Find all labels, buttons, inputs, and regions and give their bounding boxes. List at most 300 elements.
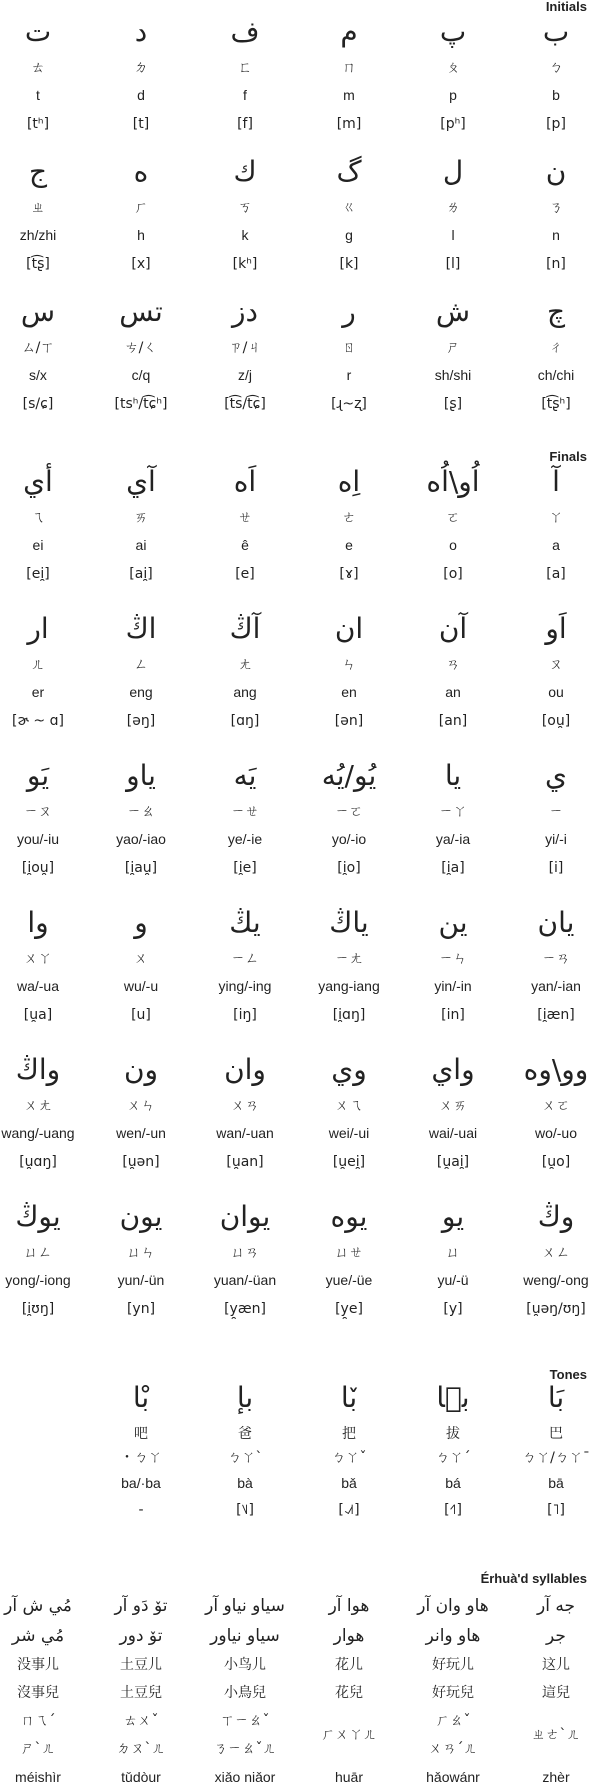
arabic-letter: اڭ [125,612,157,645]
ipa: [in] [441,1007,465,1023]
finals-cell [299,1050,399,1174]
erhua-traditional: 土豆兒 [120,1685,162,1701]
tone-mark: [˧˥] [444,1502,462,1518]
finals-cell [195,609,295,733]
erhua-arabic: تۆ دور [119,1626,163,1646]
arabic-letter: گ [336,155,362,188]
tone-cell [195,1378,295,1522]
ipa: [tsʰ/t͡ɕʰ] [114,396,168,412]
romanization: k [241,227,249,243]
arabic-letter: بٙا [436,1381,470,1414]
ipa: [y̯e] [335,1301,363,1317]
bopomofo: ㄅㄚ/ㄅㄚˉ [522,1450,590,1466]
ipa: [əŋ] [126,713,156,729]
ipa: [m] [336,116,362,132]
bopomofo: ㄨㄢ [231,1098,259,1114]
romanization: g [345,227,353,243]
arabic-letter: بْا [132,1381,150,1414]
finals-cell [506,609,601,733]
arabic-letter: ه [133,155,149,188]
bopomofo: ㄝ [238,510,252,526]
bopomofo: ㄧㄤ [335,951,363,967]
bopomofo: ㄧㄣ [439,951,467,967]
tone-cell [299,1378,399,1522]
bopomofo: ㄜ [342,510,356,526]
tone-mark: [˨˩˦] [338,1502,360,1518]
initials-cell [195,292,295,416]
bopomofo: ㄦ [31,657,45,673]
bopomofo: ㄊ [31,60,45,76]
bopomofo: ㄟ [31,510,45,526]
arabic-letter: و [134,906,148,939]
initials-cell [0,292,88,416]
romanization: you/-iu [16,831,60,847]
romanization: bā [548,1475,564,1491]
finals-cell [506,903,601,1027]
ipa: [tʰ] [26,116,50,132]
romanization: ang [233,684,257,700]
bopomofo: ㄩ [446,1245,460,1261]
initials-cell [91,292,191,416]
erhua-pinyin: xiǎo niǎor [214,1769,276,1785]
arabic-letter: واي [431,1053,475,1086]
ipa: [i̯o] [337,860,361,876]
ipa: [u̯ən] [122,1154,160,1170]
arabic-letter: واڭ [15,1053,61,1086]
ipa: [t] [132,116,150,132]
arabic-letter: ن [545,155,567,188]
tone-mark: - [138,1502,144,1518]
initials-grid [0,12,601,472]
finals-cell [0,609,88,733]
ipa: [y̯æn] [224,1301,266,1317]
romanization: yuan/-üan [213,1272,277,1288]
erhua-grid [0,1591,601,1791]
arabic-letter: دز [232,295,258,328]
finals-cell [506,462,601,586]
initials-cell [91,152,191,276]
ipa: [s/ɕ] [22,396,54,412]
erhua-simplified-row [0,1651,601,1679]
romanization: bà [237,1475,253,1491]
bopomofo: ㄎ [238,200,252,216]
ipa: [u̯ei̯] [332,1154,366,1170]
bopomofo: ㄨㄣ [127,1098,155,1114]
arabic-letter: س [20,295,56,328]
erhua-arabic: هاو وان آر [417,1596,489,1616]
finals-cell [403,1197,503,1321]
erhua-arabic: سياو نياو آر [205,1596,285,1616]
finals-row [0,1197,601,1344]
romanization: b [552,87,560,103]
arabic-letter: يڭ [229,906,261,939]
finals-cell [91,1050,191,1174]
erhua-arabic-row [0,1621,601,1651]
erhua-arabic: جه آر [537,1596,575,1616]
arabic-letter: ر [342,295,356,328]
initials-cell [299,12,399,136]
arabic-letter: ي [545,759,567,792]
romanization: er [31,684,45,700]
arabic-letter: ار [27,612,49,645]
arabic-letter: م [340,15,358,48]
bopomofo: ㄩㄝ [335,1245,363,1261]
ipa: [ɤ] [339,566,359,582]
ipa: [ɻ~ʐ] [331,396,367,412]
bopomofo: ㄨㄟ [335,1098,363,1114]
ipa: [t͡ʂ] [26,256,50,272]
romanization: d [137,87,145,103]
ipa: [i̯æn] [537,1007,575,1023]
bopomofo: ㄧㄚ [439,804,467,820]
arabic-letter: بإ [236,1381,254,1414]
romanization: en [341,684,357,700]
ipa: [i] [548,860,564,876]
tone-mark: [˥˩] [236,1502,254,1518]
erhua-traditional-row [0,1679,601,1707]
ipa: [ou̯] [541,713,571,729]
arabic-letter: وو\وه [523,1053,589,1086]
bopomofo: ㄗ/ㄐ [228,340,262,356]
bopomofo: ㄅㄚˋ [227,1450,263,1466]
erhua-simplified: 花儿 [335,1657,363,1673]
ipa: [f] [237,116,253,132]
arabic-letter: يو [441,1200,465,1233]
finals-cell [0,903,88,1027]
hanzi: 把 [342,1426,356,1442]
romanization: wai/-uai [428,1125,478,1141]
bopomofo: ㄕ [446,340,460,356]
finals-row [0,462,601,609]
bopomofo: ㄧㄠ [127,804,155,820]
bopomofo: ㄩㄢ [231,1245,259,1261]
finals-cell [91,609,191,733]
erhua-simplified: 没事儿 [17,1657,59,1673]
finals-cell [0,1197,88,1321]
bopomofo: ㄨㄤ [24,1098,52,1114]
romanization: ou [548,684,564,700]
erhua-bopomofo: ㄉㄡˋㄦ [116,1741,166,1757]
finals-cell [0,756,88,880]
finals-title: Finals [549,449,587,464]
ipa: [u̯ɑŋ] [19,1154,57,1170]
romanization: ying/-ing [218,978,272,994]
arabic-letter: ل [442,155,464,188]
arabic-letter: وڭ [537,1200,575,1233]
finals-row [0,903,601,1050]
hanzi: 巴 [549,1426,563,1442]
finals-cell [403,903,503,1027]
ipa: [ɚ ~ ɑ] [12,713,64,729]
erhua-arabic: مُي ش آر [4,1596,72,1616]
ipa: [ʂ] [443,396,463,412]
arabic-letter: چ [546,295,566,328]
bopomofo: ㄨㄞ [439,1098,467,1114]
bopomofo: ㄘ/ㄑ [124,340,158,356]
erhua-bopomofo: ㄋㄧㄠˇㄦ [213,1741,277,1757]
finals-row [0,1050,601,1197]
ipa: [u] [131,1007,151,1023]
ipa: [a] [546,566,566,582]
finals-cell [506,1050,601,1174]
arabic-letter: ك [233,155,257,188]
arabic-letter: يَو [26,759,50,792]
bopomofo: ㄤ [238,657,252,673]
romanization: l [451,227,455,243]
ipa: [ɑŋ] [230,713,260,729]
romanization: yan/-ian [531,978,581,994]
ipa: [iŋ] [233,1007,257,1023]
arabic-letter: اُو\اُه [426,465,480,498]
bopomofo: ㄇ [342,60,356,76]
initials-cell [299,152,399,276]
erhua-arabic: جر [546,1626,566,1646]
erhua-arabic-row [0,1591,601,1621]
ipa: [i̯e] [233,860,257,876]
bopomofo: ㄩㄣ [127,1245,155,1261]
erhua-bopomofo: ㄇㄟˊ [20,1713,56,1729]
arabic-letter: يوان [219,1200,271,1233]
finals-cell [299,756,399,880]
ipa: [t͡ʂʰ] [541,396,571,412]
romanization: bǎ [341,1475,357,1491]
arabic-letter: ين [438,906,468,939]
finals-cell [403,1050,503,1174]
romanization: yao/-iao [116,831,166,847]
romanization: an [445,684,461,700]
ipa: [n] [546,256,566,272]
romanization: wan/-uan [216,1125,274,1141]
bopomofo: ㄅㄚˊ [435,1450,471,1466]
arabic-letter: ون [123,1053,159,1086]
romanization: c/q [131,367,151,383]
ipa: [an] [438,713,468,729]
erhua-simplified: 小鸟儿 [224,1657,266,1673]
romanization: ba/·ba [121,1475,161,1491]
initials-cell [506,292,601,416]
arabic-letter: بٚا [340,1381,358,1414]
erhua-pinyin: hǎowánr [426,1769,480,1785]
tone-cell [506,1378,601,1522]
initials-cell [195,152,295,276]
arabic-letter: آ [552,465,560,498]
finals-cell [299,903,399,1027]
romanization: wo/-uo [534,1125,578,1141]
arabic-letter: پ [439,15,467,48]
arabic-letter: أي [23,465,53,498]
bopomofo: ㄧ [549,804,563,820]
bopomofo: ㄨ [134,951,148,967]
ipa: [e] [235,566,255,582]
arabic-letter: ياڭ [329,906,369,939]
romanization: z/j [238,367,252,383]
ipa: [yn] [126,1301,156,1317]
hanzi: 拔 [446,1426,460,1442]
initials-cell [0,12,88,136]
arabic-letter: ب [542,15,570,48]
erhua-traditional: 沒事兒 [17,1685,59,1701]
romanization: wen/-un [116,1125,166,1141]
finals-cell [0,462,88,586]
finals-cell [195,1050,295,1174]
arabic-letter: وي [331,1053,367,1086]
finals-cell [403,462,503,586]
arabic-letter: يوڭ [15,1200,61,1233]
romanization: yun/-ün [117,1272,165,1288]
initials-cell [506,152,601,276]
ipa: [i̯ɑŋ] [332,1007,366,1023]
bopomofo: ㄡ [549,657,563,673]
ipa: [u̯ai̯] [436,1154,470,1170]
romanization: sh/shi [434,367,472,383]
initials-row-3 [0,295,601,472]
erhua-bopomofo: ㄒㄧㄠˇ [220,1713,270,1729]
finals-cell [299,609,399,733]
romanization: t [36,87,40,103]
initials-cell [403,152,503,276]
romanization: m [343,87,355,103]
finals-grid [0,462,601,1344]
erhua-bopomofo: ㄓㄜˋㄦ [531,1727,581,1743]
romanization: ch/chi [537,367,575,383]
erhua-title: Érhuà'd syllables [480,1571,587,1586]
bopomofo: ㄍ [342,200,356,216]
ipa: [y] [443,1301,463,1317]
erhua-simplified: 土豆儿 [120,1657,162,1673]
ipa: [u̯o] [541,1154,571,1170]
bopomofo: ㄚ [549,510,563,526]
romanization: bá [445,1475,461,1491]
erhua-arabic: هوار [333,1626,365,1646]
erhua-arabic: مُي شر [11,1626,65,1646]
bopomofo: ㄣ [342,657,356,673]
arabic-letter: اَو [545,612,567,645]
tones-title: Tones [549,1367,587,1382]
romanization: wei/-ui [328,1125,370,1141]
finals-cell [195,756,295,880]
erhua-traditional: 花兒 [335,1685,363,1701]
erhua-pinyin-row [0,1763,601,1791]
hanzi: 吧 [134,1426,148,1442]
arabic-letter: يَه [233,759,257,792]
romanization: ai [135,537,147,553]
initials-title: Initials [545,0,587,14]
erhua-pinyin: tǔdòur [121,1769,161,1785]
bopomofo: ㄓ [31,200,45,216]
bopomofo: ㄖ [342,340,356,356]
bopomofo: ㄏ [134,200,148,216]
bopomofo: ㄥ [134,657,148,673]
romanization: weng/-ong [523,1272,589,1288]
ipa: [t͡s/t͡ɕ] [224,396,266,412]
finals-cell [403,609,503,733]
romanization: ya/-ia [435,831,471,847]
arabic-letter: وا [27,906,49,939]
finals-cell [91,462,191,586]
bopomofo: ㄢ [446,657,460,673]
romanization: f [243,87,247,103]
ipa: [p] [546,116,566,132]
initials-cell [299,292,399,416]
bopomofo: ㄋ [549,200,563,216]
ipa: [kʰ] [232,256,258,272]
arabic-letter: آڭ [229,612,261,645]
romanization: a [552,537,560,553]
bopomofo: ㄨㄚ [24,951,52,967]
bopomofo: ㄧㄢ [542,951,570,967]
romanization: yong/-iong [5,1272,71,1288]
ipa: [pʰ] [440,116,466,132]
finals-cell [91,1197,191,1321]
arabic-letter: اِه [337,465,361,498]
finals-cell [195,903,295,1027]
arabic-letter: آي [126,465,156,498]
tone-cell [91,1378,191,1522]
bopomofo: ㄙ/ㄒ [21,340,55,356]
bopomofo: ㄧㄛ [335,804,363,820]
erhua-arabic: هاو وانر [425,1626,481,1646]
initials-cell [0,152,88,276]
arabic-letter: يُو/يُه [321,759,377,792]
arabic-letter: تس [119,295,163,328]
ipa: [o] [443,566,463,582]
finals-cell [506,1197,601,1321]
initials-cell [91,12,191,136]
arabic-letter: ف [230,15,260,48]
romanization: o [449,537,457,553]
ipa: [ən] [334,713,364,729]
finals-cell [299,462,399,586]
arabic-letter: يون [119,1200,163,1233]
arabic-letter: د [134,15,148,48]
romanization: wa/-ua [16,978,60,994]
erhua-bopomofo: ㄏㄠˇ [435,1713,471,1729]
bopomofo: ㄌ [446,200,460,216]
tone-mark: [˥] [547,1502,565,1518]
arabic-letter: ج [28,155,48,188]
romanization: wu/-u [123,978,159,994]
bopomofo: ㄧㄡ [24,804,52,820]
erhua-simplified: 这儿 [542,1657,570,1673]
romanization: s/x [29,367,47,383]
bopomofo: ㄛ [446,510,460,526]
bopomofo: ㄉ [134,60,148,76]
ipa: [x] [131,256,151,272]
erhua-arabic: سياو نياور [210,1626,280,1646]
romanization: r [346,367,352,383]
initials-cell [195,12,295,136]
erhua-arabic: تۆ دَو آر [114,1596,168,1616]
erhua-bopomofo: ㄏㄨㄚㄦ [321,1727,377,1743]
bopomofo: ㄈ [238,60,252,76]
bopomofo: ㄔ [549,340,563,356]
ipa: [l] [445,256,461,272]
ipa: [i̯ou̯] [21,860,55,876]
arabic-letter: ان [334,612,364,645]
bopomofo: ㄨㄛ [542,1098,570,1114]
bopomofo: ㄧㄝ [231,804,259,820]
erhua-arabic: هوا آر [328,1596,370,1616]
erhua-traditional: 好玩兒 [432,1685,474,1701]
arabic-letter: ت [24,15,52,48]
erhua-bopomofo: ㄨㄢˊㄦ [428,1741,478,1757]
ipa: [i̯au̯] [124,860,158,876]
finals-cell [195,462,295,586]
ipa: [ei̯] [26,566,50,582]
bopomofo: ㄆ [446,60,460,76]
bopomofo: ㄩㄥ [24,1245,52,1261]
finals-cell [195,1197,295,1321]
